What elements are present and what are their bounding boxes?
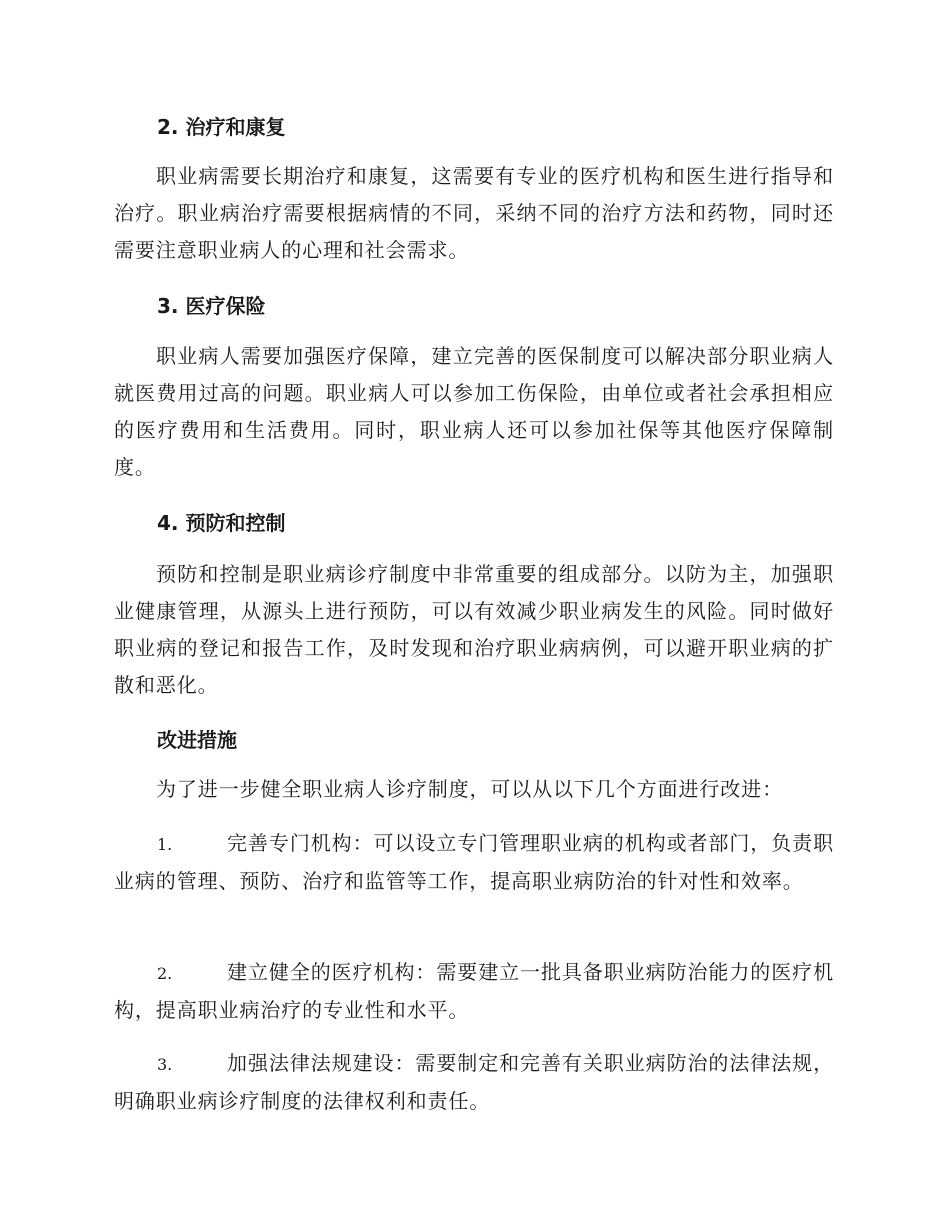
list-item-number: 3.: [157, 1055, 173, 1074]
section-paragraph-insurance: 职业病人需要加强医疗保障，建立完善的医保制度可以解决部分职业病人就医费用过高的问题。职业病人可以参加工伤保险，由单位或者社会承担相应的医疗费用和生活费用。同时，职业病人还可以参加社保等其他医疗保障制度。: [114, 344, 834, 479]
section-heading-prevention: 4. 预防和控制: [157, 511, 286, 535]
list-item: [114, 825, 834, 900]
list-item-text: 加强法律法规建设：需要制定和完善有关职业病防治的法律法规，明确职业病诊疗制度的法律权利和责任。: [114, 1051, 834, 1113]
section-heading-treatment: 2. 治疗和康复: [157, 115, 286, 139]
list-item: [114, 1045, 834, 1120]
section-paragraph-prevention: 预防和控制是职业病诊疗制度中非常重要的组成部分。以防为主，加强职业健康管理，从源头上进行预防，可以有效减少职业病发生的风险。同时做好职业病的登记和报告工作，及时发现和治疗职业病病例，可以避开职业病的扩散和恶化。: [114, 562, 834, 697]
list-item: [114, 954, 834, 1029]
improvement-heading: 改进措施: [157, 728, 237, 752]
list-item-number: 1.: [157, 835, 173, 854]
section-heading-insurance: 3. 医疗保险: [157, 294, 266, 318]
list-item-number: 2.: [157, 964, 173, 983]
section-paragraph-treatment: 职业病需要长期治疗和康复，这需要有专业的医疗机构和医生进行指导和治疗。职业病治疗需要根据病情的不同，采纳不同的治疗方法和药物，同时还需要注意职业病人的心理和社会需求。: [114, 164, 834, 262]
list-item-text: 完善专门机构：可以设立专门管理职业病的机构或者部门，负责职业病的管理、预防、治疗和监管等工作，提高职业病防治的针对性和效率。: [114, 831, 834, 893]
list-item-text: 建立健全的医疗机构：需要建立一批具备职业病防治能力的医疗机构，提高职业病治疗的专业性和水平。: [114, 960, 834, 1022]
improvement-intro: 为了进一步健全职业病人诊疗制度，可以从以下几个方面进行改进：: [156, 777, 783, 801]
